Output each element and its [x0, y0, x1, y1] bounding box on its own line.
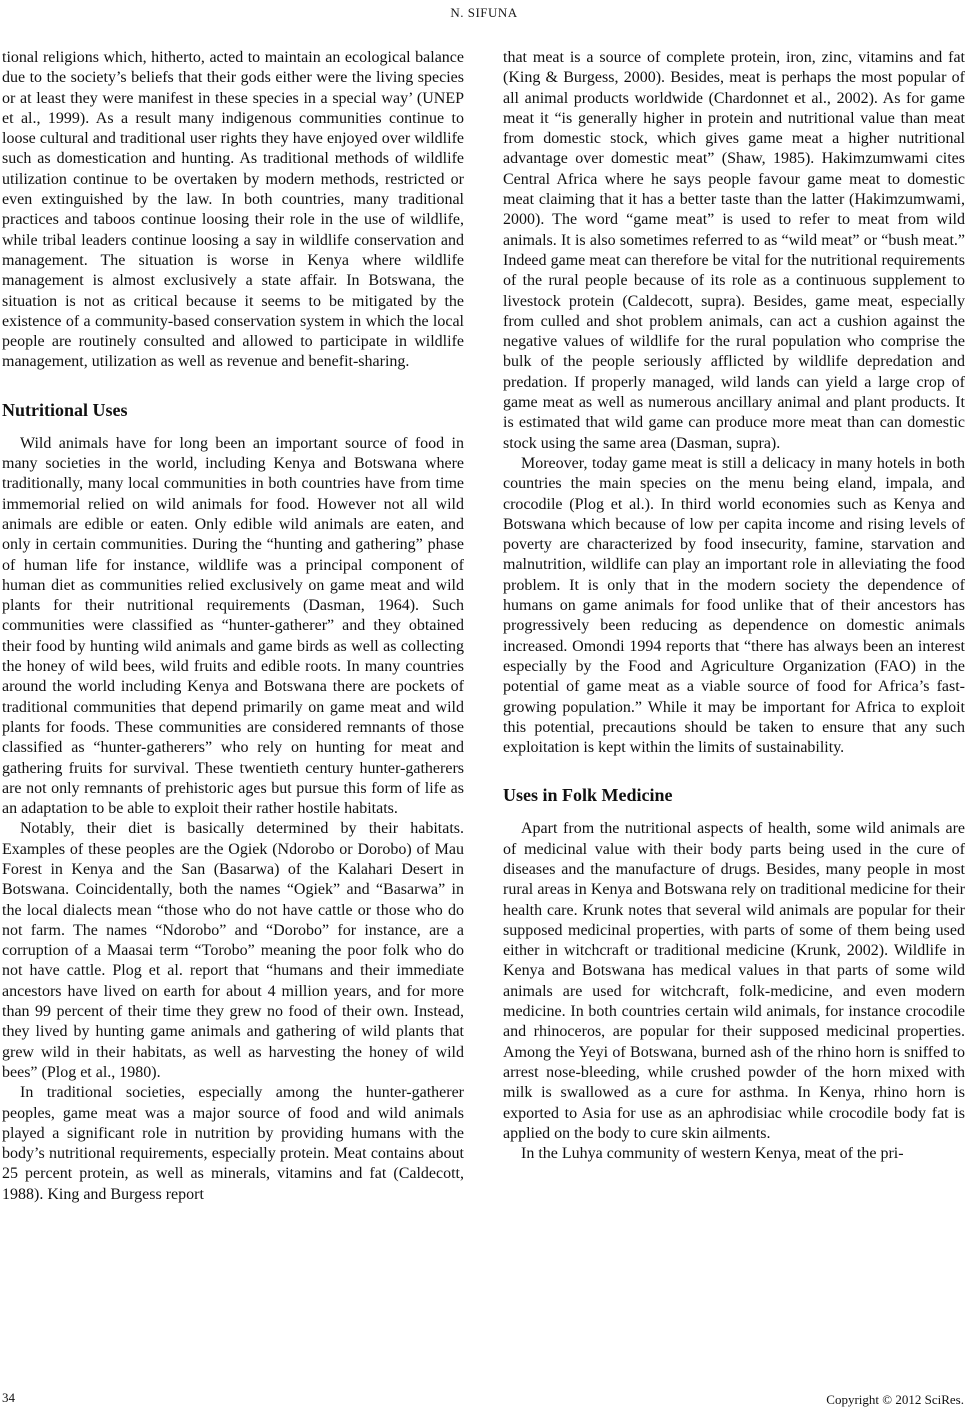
right-column: [503, 48, 965, 1164]
section-heading-nutritional-uses: Nutritional Uses: [2, 399, 128, 420]
paragraph: In the Luhya community of western Kenya, meat of the pri-: [521, 1145, 904, 1163]
paragraph: tional religions which, hitherto, acted to maintain an ecological balance due to the society’s beliefs that their gods either were the living species or at least they were manifest in these species in a special way’ (UNEP et al., 1999). As a result many indigenous communities continue to loose cultural and traditional user rights they have enjoyed over wildlife such as domestication and hunting. As traditional methods of wildlife utilization continue to be overtaken by modern methods, restricted or even extinguished by the law. In both countries, many traditional practices and taboos continue loosing their role in the use of wildlife, while tribal leaders continue loosing a say in wildlife conservation and management. The situation is worse in Kenya where wildlife management is almost exclusively a state affair. In Botswana, the situation is not as critical because it seems to be mitigated by the existence of a community-based conservation system in which the local people are routinely consulted and allowed to participate in wildlife management, utilization as well as revenue and benefit-sharing.: [2, 49, 464, 371]
page-number: 34: [2, 1390, 15, 1405]
paragraph: Wild animals have for long been an important source of food in many societies in the world, including Kenya and Botswana where traditionally, many local communities in both countries have from time immemorial relied on wild animals for food. However not all wild animals are edible or eaten. Only edible wild animals are eaten, and only in certain communities. During the “hunting and gathering” phase of human life for instance, wildlife was a principal component of human diet as communities relied exclusively on game meat and wild plants for their nutritional requirements (Dasman, 1964). Such communities were classified as “hunter-gatherer” and they obtained their food by hunting wild animals and game birds as well as collecting the honey of wild bees, wild fruits and edible roots. In many countries around the world including Kenya and Botswana there are pockets of traditional communities that depend primarily on game meat and wild plants for foods. These communities are considered remnants of those classified as “hunter-gatherers” who rely on hunting for meat and gathering fruits for survival. These twentieth century hunter-gatherers are not only remnants of prehistoric ages but pursue this form of life as an adaptation to be able to exploit their rather hostile habitats.: [2, 434, 464, 818]
paragraph: Notably, their diet is basically determined by their habitats. Examples of these peoples are the Ogiek (Ndorobo or Dorobo) of Mau Forest in Kenya and the San (Basarwa) of the Kalahari Desert in Botswana. Coincidentally, both the names “Ogiek” and “Basarwa” in the local dialects mean “those who do not have cattle or those who do not farm. The names “Ndorobo” and “Dorobo” for instance, are a corruption of a Maasai term “Torobo” meaning the poor folk who do not have cattle. Plog et al. report that “humans and their immediate ancestors have lived on earth for about 4 million years, and for more than 99 percent of their time they grew no food of their own. Instead, they lived by hunting game animals and gathering of wild plants that grew wild in their habitats, as well as harvesting the honey of wild bees” (Plog et al., 1980).: [2, 820, 464, 1081]
copyright-notice: Copyright © 2012 SciRes.: [826, 1392, 964, 1407]
running-head: N. SIFUNA: [450, 5, 518, 20]
paragraph: Apart from the nutritional aspects of health, some wild animals are of medicinal value with their body parts being used in the cure of diseases and the manufacture of drugs. Besides, many people in most rural areas in Kenya and Botswana rely on traditional medicine for their health care. Krunk notes that several wild animals are popular for their supposed medicinal properties, with parts of some of them being used either in witchcraft or traditional medicine (Krunk, 2002). Wildlife in Kenya and Botswana has medical values in that parts of some wild animals are used for witchcraft, folk-medicine, and even modern medicine. In both countries certain wild animals, for instance crocodile and rhinoceros, are popular for their supposed medicinal properties. Among the Yeyi of Botswana, burned ash of the rhino horn is sniffed to arrest nose-bleeding, while crushed powder of the horn mixed with milk is swallowed as a cure for asthma. In Kenya, rhino horn is exported to Asia for use as an aphrodisiac while crocodile body fat is applied on the body to cure skin ailments.: [503, 820, 965, 1142]
paragraph: Moreover, today game meat is still a delicacy in many hotels in both countries the main species on the menu being eland, impala, and crocodile (Plog et al.). In third world economies such as Kenya and Botswana which because of low per capita income and rising levels of poverty are characterized by food insecurity, famine, starvation and malnutrition, wildlife can play an important role in alleviating the food problem. It is only that in the modern society the dependence of humans on game animals for food unlike that of their ancestors has progressively been reducing as dependence on domestic animals increased. Omondi 1994 reports that “there has always been an interest especially by the Food and Agriculture Organization (FAO) in the potential of game meat as a viable source of food for Africa’s fast-growing population.” While it may be important for Africa to exploit this potential, precautions should be taken to ensure that any such exploitation is kept within the limits of sustainability.: [503, 454, 965, 757]
left-column: [2, 48, 464, 1205]
section-heading-folk-medicine: Uses in Folk Medicine: [503, 785, 673, 806]
paragraph: In traditional societies, especially among the hunter-gatherer peoples, game meat was a major source of food and wild animals played a significant role in nutrition by providing humans with the body’s nutritional requirements, especially protein. Meat contains about 25 percent protein, as well as minerals, vitamins and fat (Caldecott, 1988). King and Burgess report: [2, 1084, 464, 1203]
paragraph: that meat is a source of complete protein, iron, zinc, vitamins and fat (King & Burgess, 2000). Besides, meat is perhaps the most popular of all animal products worldwide (Chardonnet et al., 2002). As for game meat it “is generally higher in protein and nutritional value than meat from domestic stock, which gives game meat a higher nutritional advantage over domestic meat” (Shaw, 1985). Hakimzumwami cites Central Africa where he says people favour game meat to domestic meat claiming that it has a better taste than the latter (Hakimzumwami, 2000). The word “game meat” is used to refer to meat from wild animals. It is also sometimes referred to as “wild meat” or “bush meat.” Indeed game meat can therefore be vital for the nutritional requirements of the rural people because of its role as a continuous supplement to livestock protein (Caldecott, supra). Besides, game meat, especially from culled and shot problem animals, can act a cushion against the negative values of wildlife for the rural population who comprise the bulk of the people seriously afflicted by wildlife depredation and predation. If properly managed, wild lands can yield a large crop of game meat as well as numerous ancillary animal and plant products. It is estimated that wild game can produce more meat than can domestic stock using the same area (Dasman, supra).: [503, 49, 965, 452]
